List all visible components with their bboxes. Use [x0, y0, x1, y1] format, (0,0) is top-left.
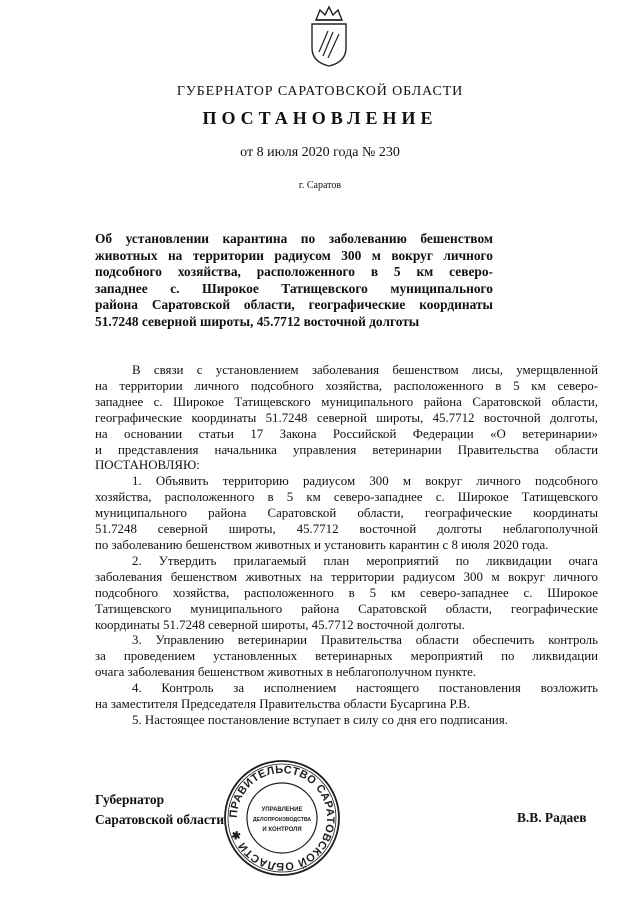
- document-body: [95, 363, 598, 729]
- document-title: [95, 231, 493, 331]
- clause-1-line: муниципального района Саратовской области, географические координаты: [95, 506, 598, 521]
- stamp-center-line: УПРАВЛЕНИЕ: [261, 807, 303, 813]
- title-line: 51.7248 северной широты, 45.7712 восточной долготы: [95, 313, 420, 329]
- preamble-line: на основании статьи 17 Закона Российской Федерации «О ветеринарии»: [95, 426, 598, 441]
- preamble-line: на территории личного подсобного хозяйства, расположенного в 5 км северо-: [95, 378, 598, 393]
- clause-2-line: координаты 51.7248 северной широты, 45.7712 восточной долготы.: [95, 617, 465, 632]
- signatory-name: В.В. Радаев: [517, 810, 587, 825]
- issuing-authority: ГУБЕРНАТОР САРАТОВСКОЙ ОБЛАСТИ: [176, 84, 464, 99]
- stamp-center-line: ДЕЛОПРОИЗВОДСТВА: [252, 817, 312, 823]
- preamble-line: географические координаты 51.7248 северной широты, 45.7712 восточной долготы,: [95, 410, 598, 425]
- preamble-line: В связи с установлением заболевания бешенством лисы, умерщвленной: [132, 363, 598, 377]
- signatory-title-line: Губернатор: [95, 792, 165, 807]
- signatory-title-line: Саратовской области: [95, 812, 225, 827]
- title-line: района Саратовской области, географические координаты: [95, 297, 493, 313]
- signatory-title: [95, 790, 224, 830]
- saratov-coat-of-arms-icon: [306, 4, 352, 68]
- clause-3-line: очага заболевания бешенством животных в неблагополучном пункте.: [95, 665, 477, 680]
- document-city: г. Саратов: [298, 180, 342, 191]
- clause-2-line: заболевания бешенством животных на территории радиусом 300 м вокруг личного: [95, 569, 598, 584]
- clause-3-line: 3. Управлению ветеринарии Правительства области обеспечить контроль: [132, 633, 598, 648]
- preamble-line: и представления начальника управления ветеринарии Правительства области: [95, 442, 598, 457]
- clause-1-line: 1. Объявить территорию радиусом 300 м вокруг личного подсобного: [132, 474, 598, 489]
- stamp-center-line: И КОНТРОЛЯ: [262, 827, 302, 833]
- stamp-ring-text: ПРАВИТЕЛЬСТВО САРАТОВСКОЙ ОБЛАСТИ ✱: [227, 763, 337, 873]
- clause-2-line: 2. Утвердить прилагаемый план мероприятий по ликвидации очага: [132, 553, 598, 568]
- title-line: западнее с. Широкое Татищевского муниципального: [95, 280, 493, 296]
- clause-2-line: Татищевского муниципального района Саратовской области, географические: [95, 601, 598, 616]
- clause-3-line: за проведением установленных ветеринарных мероприятий по ликвидации: [95, 649, 598, 664]
- clause-2-line: подсобного хозяйства, расположенного в 5 км северо-западнее с. Широкое: [95, 585, 598, 600]
- clause-1-line: 51.7248 северной широты, 45.7712 восточной долготы неблагополучной: [95, 522, 598, 537]
- title-line: подсобного хозяйства, расположенного в 5 км северо-: [95, 264, 493, 280]
- document-date-number: от 8 июля 2020 года № 230: [240, 145, 400, 160]
- preamble-line: западнее с. Широкое Татищевского муниципального района Саратовской области,: [95, 394, 598, 409]
- clause-1-line: хозяйства, расположенного в 5 км северо-западнее с. Широкое Татищевского: [95, 490, 598, 505]
- clause-4-line: на заместителя Председателя Правительства области Бусаргина Р.В.: [95, 697, 471, 712]
- clause-1-line: по заболеванию бешенством животных и установить карантин с 8 июля 2020 года.: [95, 537, 549, 552]
- resolve-heading: ПОСТАНОВЛЯЮ:: [95, 458, 200, 473]
- clause-5-line: 5. Настоящее постановление вступает в силу со дня его подписания.: [132, 712, 508, 727]
- title-line: животных на территории радиусом 300 м вокруг личного: [95, 247, 493, 263]
- official-stamp-icon: [222, 758, 342, 878]
- clause-4-line: 4. Контроль за исполнением настоящего постановления возложить: [132, 681, 598, 696]
- title-line: Об установлении карантина по заболеванию бешенством: [95, 231, 493, 246]
- document-type: ПОСТАНОВЛЕНИЕ: [202, 108, 438, 128]
